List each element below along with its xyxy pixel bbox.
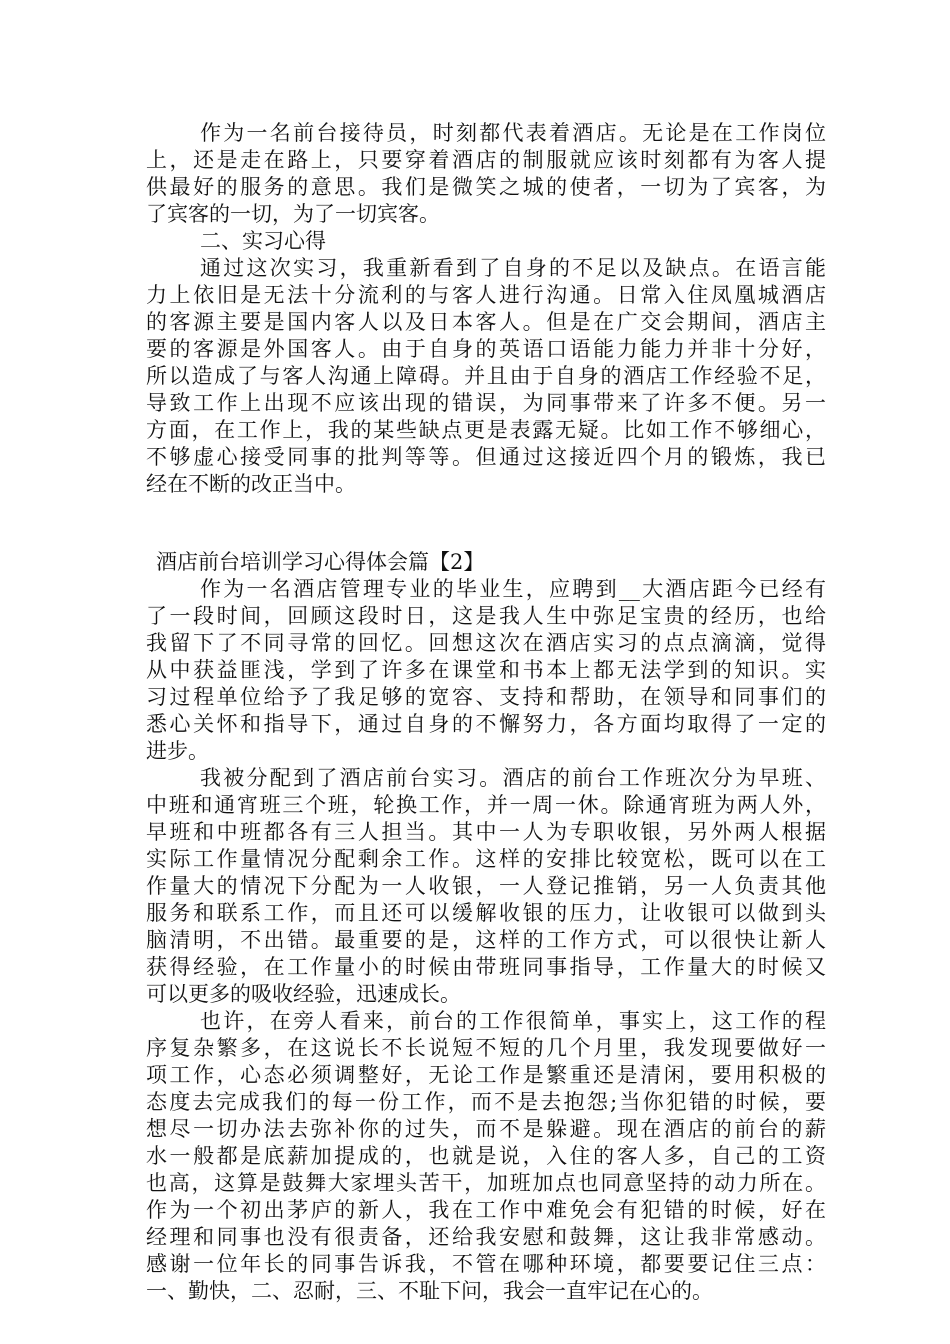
paragraph-line: 服务和联系工作，而且还可以缓解收银的压力，让收银可以做到头 (146, 901, 826, 925)
paragraph-line: 水一般都是底薪加提成的，也就是说，入住的客人多，自己的工资 (146, 1144, 826, 1168)
paragraph-line: 也高，这算是鼓舞大家埋头苦干，加班加点也同意坚持的动力所在。 (146, 1171, 826, 1195)
section-title: 酒店前台培训学习心得体会篇【2】 (156, 550, 485, 574)
paragraph-line: 要的客源是外国客人。由于自身的英语口语能力能力并非十分好， (146, 337, 826, 361)
paragraph-line: 我留下了不同寻常的回忆。回想这次在酒店实习的点点滴滴，觉得 (146, 631, 826, 655)
paragraph-line: 供最好的服务的意思。我们是微笑之城的使者，一切为了宾客，为 (146, 175, 826, 199)
paragraph-line: 我被分配到了酒店前台实习。酒店的前台工作班次分为早班、 (200, 766, 826, 790)
paragraph-line: 不够虚心接受同事的批判等等。但通过这接近四个月的锻炼，我已 (146, 445, 826, 469)
paragraph-line: 获得经验，在工作量小的时候由带班同事指导，工作量大的时候又 (146, 955, 826, 979)
paragraph-line: 力上依旧是无法十分流利的与客人进行沟通。日常入住凤凰城酒店 (146, 283, 826, 307)
paragraph-line: 悉心关怀和指导下，通过自身的不懈努力，各方面均取得了一定的 (146, 712, 826, 736)
paragraph-line: 一、勤快，二、忍耐，三、不耻下问，我会一直牢记在心的。 (146, 1279, 713, 1303)
paragraph-line: 也许，在旁人看来，前台的工作很简单，事实上，这工作的程 (200, 1009, 826, 1033)
paragraph-line: 经理和同事也没有很责备，还给我安慰和鼓舞，这让我非常感动。 (146, 1225, 826, 1249)
paragraph-line: 作为一名酒店管理专业的毕业生，应聘到__大酒店距今已经有 (200, 577, 826, 601)
paragraph-line: 从中获益匪浅，学到了许多在课堂和书本上都无法学到的知识。实 (146, 658, 826, 682)
paragraph-line: 习过程单位给予了我足够的宽容、支持和帮助，在领导和同事们的 (146, 685, 826, 709)
paragraph-line: 可以更多的吸收经验，迅速成长。 (146, 982, 461, 1006)
section-subheading: 二、实习心得 (200, 229, 326, 253)
paragraph-line: 的客源主要是国内客人以及日本客人。但是在广交会期间，酒店主 (146, 310, 826, 334)
paragraph-line: 想尽一切办法去弥补你的过失，而不是躲避。现在酒店的前台的薪 (146, 1117, 826, 1141)
paragraph-line: 经在不断的改正当中。 (146, 472, 356, 496)
paragraph-line: 作为一名前台接待员，时刻都代表着酒店。无论是在工作岗位 (200, 121, 826, 145)
paragraph-line: 项工作，心态必须调整好，无论工作是繁重还是清闲，要用积极的 (146, 1063, 826, 1087)
paragraph-line: 序复杂繁多，在这说长不长说短不短的几个月里，我发现要做好一 (146, 1036, 826, 1060)
paragraph-line: 作为一个初出茅庐的新人，我在工作中难免会有犯错的时候，好在 (146, 1198, 826, 1222)
paragraph-line: 了一段时间，回顾这段时日，这是我人生中弥足宝贵的经历，也给 (146, 604, 826, 628)
paragraph-line: 所以造成了与客人沟通上障碍。并且由于自身的酒店工作经验不足， (146, 364, 826, 388)
paragraph-line: 通过这次实习，我重新看到了自身的不足以及缺点。在语言能 (200, 256, 826, 280)
paragraph-line: 感谢一位年长的同事告诉我，不管在哪种环境，都要要记住三点： (146, 1252, 826, 1276)
paragraph-line: 进步。 (146, 739, 209, 763)
paragraph-line: 方面，在工作上，我的某些缺点更是表露无疑。比如工作不够细心， (146, 418, 826, 442)
paragraph-line: 脑清明，不出错。最重要的是，这样的工作方式，可以很快让新人 (146, 928, 826, 952)
paragraph-line: 了宾客的一切，为了一切宾客。 (146, 202, 440, 226)
paragraph-line: 态度去完成我们的每一份工作，而不是去抱怨;当你犯错的时候，要 (146, 1090, 826, 1114)
paragraph-line: 中班和通宵班三个班，轮换工作，并一周一休。除通宵班为两人外， (146, 793, 826, 817)
paragraph-line: 作量大的情况下分配为一人收银，一人登记推销，另一人负责其他 (146, 874, 826, 898)
paragraph-line: 上，还是走在路上，只要穿着酒店的制服就应该时刻都有为客人提 (146, 148, 826, 172)
paragraph-line: 实际工作量情况分配剩余工作。这样的安排比较宽松，既可以在工 (146, 847, 826, 871)
paragraph-line: 导致工作上出现不应该出现的错误，为同事带来了许多不便。另一 (146, 391, 826, 415)
paragraph-line: 早班和中班都各有三人担当。其中一人为专职收银，另外两人根据 (146, 820, 826, 844)
